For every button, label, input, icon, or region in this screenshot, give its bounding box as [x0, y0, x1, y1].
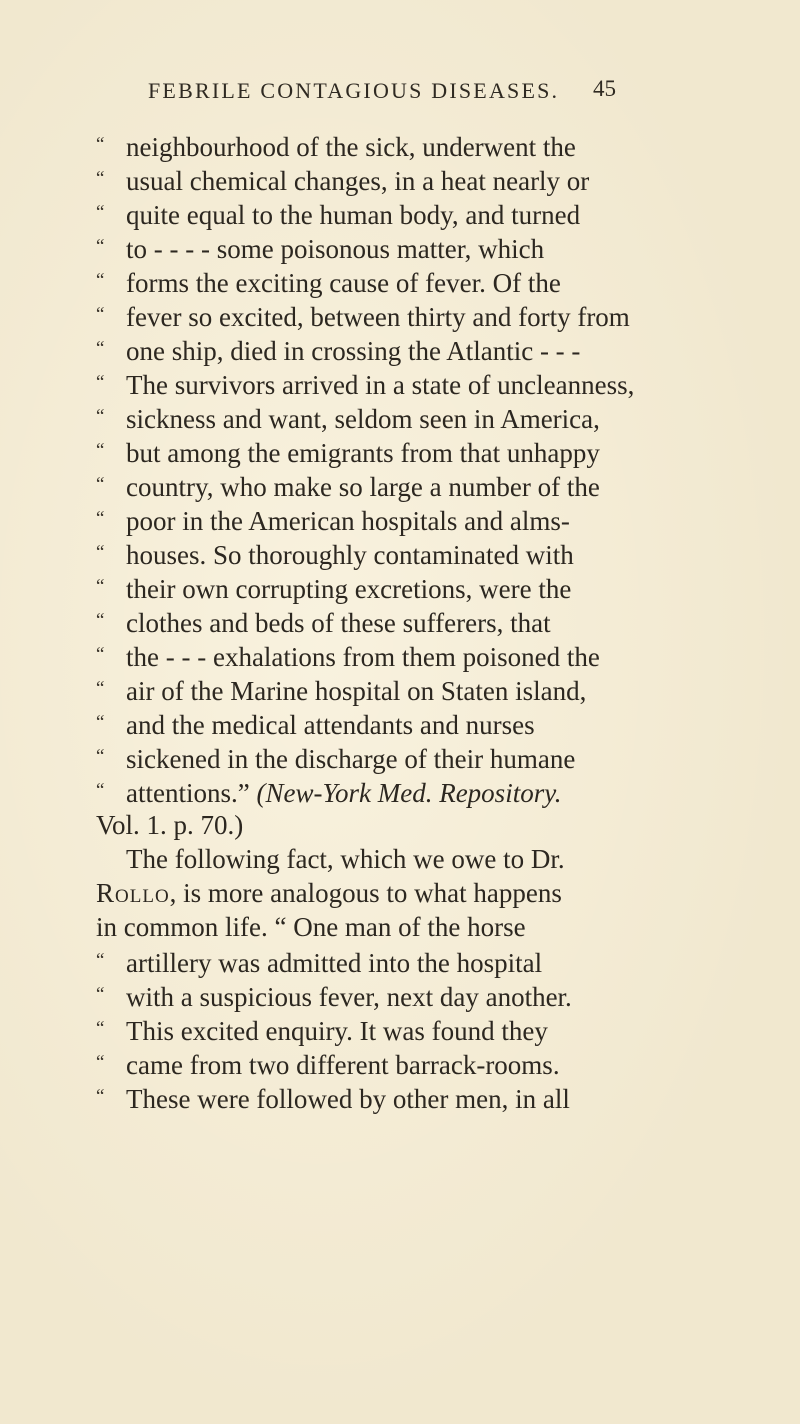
text-line: “ with a suspicious fever, next day another. [96, 978, 686, 1012]
text-line: “ poor in the American hospitals and alms- [96, 502, 686, 536]
quote-mark: “ [96, 440, 105, 461]
text-line: “ usual chemical changes, in a heat nearly or [96, 162, 686, 196]
citation-line: “ attentions.” (New-York Med. Repository. [96, 774, 686, 808]
text-line: “ clothes and beds of these sufferers, that [96, 604, 686, 638]
quote-mark: “ [96, 576, 105, 597]
text-line: “ to - - - - some poisonous matter, which [96, 230, 686, 264]
quote-mark: “ [96, 270, 105, 291]
text-line: “ country, who make so large a number of the [96, 468, 686, 502]
text-line: “ their own corrupting excretions, were the [96, 570, 686, 604]
text-line: “ This excited enquiry. It was found they [96, 1012, 686, 1046]
quote-mark: “ [96, 678, 105, 699]
text-line: Rollo, is more analogous to what happens [96, 878, 562, 908]
citation: (New-York Med. Repository. [256, 778, 562, 808]
running-head [148, 78, 688, 104]
text-line: “ fever so excited, between thirty and forty from [96, 298, 686, 332]
quote-mark: “ [96, 304, 105, 325]
text-line: “ quite equal to the human body, and turned [96, 196, 686, 230]
quote-mark: “ [96, 1052, 105, 1073]
text-line: “ came from two different barrack-rooms. [96, 1046, 686, 1080]
quote-mark: “ [96, 712, 105, 733]
quote-mark: “ [96, 202, 105, 223]
text-line: “ and the medical attendants and nurses [96, 706, 686, 740]
quote-mark: “ [96, 542, 105, 563]
text-line: “ the - - - exhalations from them poisoned the [96, 638, 686, 672]
quote-mark: “ [96, 610, 105, 631]
text-line: “ air of the Marine hospital on Staten island, [96, 672, 686, 706]
quote-mark: “ [96, 780, 105, 801]
text-line: “ These were followed by other men, in all [96, 1080, 686, 1114]
running-title: FEBRILE CONTAGIOUS DISEASES. [148, 78, 560, 103]
quote-mark: “ [96, 372, 105, 393]
text-line: in common life. “ One man of the horse [96, 912, 526, 942]
quote-mark: “ [96, 134, 105, 155]
text-line: “ sickened in the discharge of their humane [96, 740, 686, 774]
text-line: “ artillery was admitted into the hospital [96, 944, 686, 978]
quote-mark: “ [96, 644, 105, 665]
quote-mark: “ [96, 338, 105, 359]
text-line: “ houses. So thoroughly contaminated with [96, 536, 686, 570]
quote-mark: “ [96, 1018, 105, 1039]
quote-mark: “ [96, 746, 105, 767]
text-line: “ one ship, died in crossing the Atlantic - - - [96, 332, 686, 366]
author-name: Rollo [96, 878, 170, 908]
text-line: “ forms the exciting cause of fever. Of the [96, 264, 686, 298]
text-line: “ but among the emigrants from that unhappy [96, 434, 686, 468]
quote-mark: “ [96, 984, 105, 1005]
quote-mark: “ [96, 236, 105, 257]
quote-mark: “ [96, 168, 105, 189]
paragraph-start: The following fact, which we owe to Dr. [126, 844, 565, 874]
text-line: “ neighbourhood of the sick, underwent the [96, 128, 686, 162]
page-number: 45 [593, 76, 616, 101]
quote-mark: “ [96, 508, 105, 529]
quote-mark: “ [96, 474, 105, 495]
text-line: “ sickness and want, seldom seen in America, [96, 400, 686, 434]
quote-mark: “ [96, 950, 105, 971]
quote-mark: “ [96, 1086, 105, 1107]
citation-continuation: Vol. 1. p. 70.) [96, 810, 244, 840]
quote-mark: “ [96, 406, 105, 427]
text-line: “ The survivors arrived in a state of uncleanness, [96, 366, 686, 400]
